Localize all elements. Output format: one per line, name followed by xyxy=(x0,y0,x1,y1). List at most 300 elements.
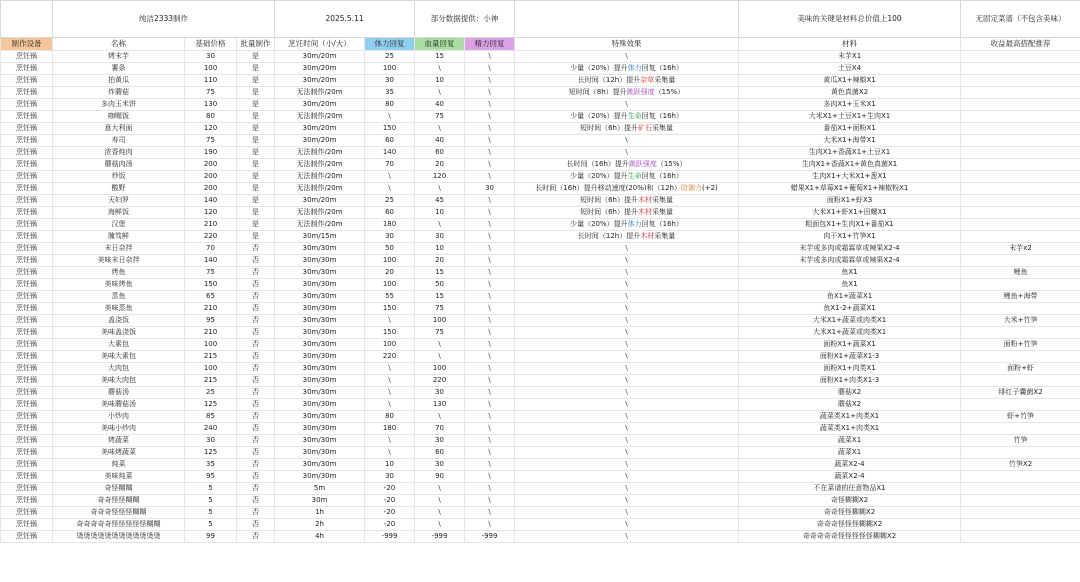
cell-base-price[interactable]: 5 xyxy=(185,507,237,519)
cell-effect[interactable] xyxy=(515,315,739,327)
cell-recommend[interactable] xyxy=(961,183,1080,195)
cell-base-price[interactable]: 150 xyxy=(185,279,237,291)
cell-stamina[interactable]: -20 xyxy=(365,507,415,519)
cell-base-price[interactable]: 95 xyxy=(185,471,237,483)
cell-device[interactable]: 烹饪锅 xyxy=(1,375,53,387)
cell-cook-time[interactable]: 30m/30m xyxy=(275,411,365,423)
cell-dish-name[interactable]: 烫烫烫烫烫烫烫烫烫烫烫烫 xyxy=(53,531,185,543)
cell-stamina[interactable]: 20 xyxy=(365,267,415,279)
cell-cook-time[interactable]: 30m/20m xyxy=(275,135,365,147)
cell-stamina[interactable]: \ xyxy=(365,363,415,375)
cell-dish-name[interactable]: 烤蔬菜 xyxy=(53,435,185,447)
cell-batch[interactable]: 否 xyxy=(237,363,275,375)
cell-energy[interactable]: \ xyxy=(465,87,515,99)
cell-device[interactable]: 烹饪锅 xyxy=(1,495,53,507)
cell-hp[interactable]: 30 xyxy=(415,459,465,471)
cell-dish-name[interactable]: 美味烤蔬菜 xyxy=(53,447,185,459)
cell-base-price[interactable]: 140 xyxy=(185,195,237,207)
cell-recommend[interactable]: 绯红子囊菌X2 xyxy=(961,387,1080,399)
header-recommend[interactable]: 收益最高搭配推荐 xyxy=(961,38,1080,51)
cell-material[interactable]: 蔬菜X1 xyxy=(739,435,961,447)
cell-material[interactable]: 蘑菇X2 xyxy=(739,387,961,399)
cell-base-price[interactable]: 35 xyxy=(185,459,237,471)
cell-device[interactable]: 烹饪锅 xyxy=(1,63,53,75)
cell-base-price[interactable]: 120 xyxy=(185,123,237,135)
cell-batch[interactable]: 否 xyxy=(237,303,275,315)
cell-dish-name[interactable]: 美味烤鱼 xyxy=(53,279,185,291)
cell-stamina[interactable]: 100 xyxy=(365,255,415,267)
cell-cook-time[interactable]: 30m/30m xyxy=(275,447,365,459)
cell-recommend[interactable] xyxy=(961,207,1080,219)
cell-effect[interactable] xyxy=(515,291,739,303)
cell-base-price[interactable]: 190 xyxy=(185,147,237,159)
cell-dish-name[interactable]: 美味蒸鱼 xyxy=(53,303,185,315)
cell-recommend[interactable] xyxy=(961,351,1080,363)
cell-dish-name[interactable]: 腌笃鲜 xyxy=(53,231,185,243)
cell-stamina[interactable]: 30 xyxy=(365,75,415,87)
cell-cook-time[interactable]: 5m xyxy=(275,483,365,495)
cell-dish-name[interactable]: 烤末芋 xyxy=(53,51,185,63)
cell-stamina[interactable]: \ xyxy=(365,399,415,411)
cell-hp[interactable]: 70 xyxy=(415,423,465,435)
cell-material[interactable]: 蘑菇X2 xyxy=(739,399,961,411)
cell-base-price[interactable]: 210 xyxy=(185,327,237,339)
cell-energy[interactable]: 30 xyxy=(465,183,515,195)
cell-recommend[interactable] xyxy=(961,159,1080,171)
cell-material[interactable]: 面粉X1+肉类X1 xyxy=(739,363,961,375)
cell-material[interactable]: 鱼X1 xyxy=(739,267,961,279)
cell-energy[interactable]: \ xyxy=(465,471,515,483)
cell-hp[interactable]: \ xyxy=(415,339,465,351)
cell-stamina[interactable]: -20 xyxy=(365,483,415,495)
cell-hp[interactable]: \ xyxy=(415,63,465,75)
cell-material[interactable]: 黄色真菌X2 xyxy=(739,87,961,99)
cell-device[interactable]: 烹饪锅 xyxy=(1,411,53,423)
cell-hp[interactable]: 10 xyxy=(415,243,465,255)
cell-recommend[interactable] xyxy=(961,495,1080,507)
cell-base-price[interactable]: 100 xyxy=(185,363,237,375)
cell-hp[interactable]: 30 xyxy=(415,435,465,447)
cell-batch[interactable]: 否 xyxy=(237,375,275,387)
cell-recommend[interactable]: 竹笋X2 xyxy=(961,459,1080,471)
cell-effect[interactable] xyxy=(515,411,739,423)
cell-stamina[interactable]: 10 xyxy=(365,459,415,471)
cell-cook-time[interactable]: 30m/30m xyxy=(275,315,365,327)
cell-energy[interactable]: \ xyxy=(465,111,515,123)
header-device[interactable]: 制作设备 xyxy=(1,38,53,51)
cell-dish-name[interactable]: 汉堡 xyxy=(53,219,185,231)
cell-base-price[interactable]: 75 xyxy=(185,87,237,99)
cell-cook-time[interactable]: 30m/20m xyxy=(275,51,365,63)
cell-cook-time[interactable]: 30m/15m xyxy=(275,231,365,243)
cell-device[interactable]: 烹饪锅 xyxy=(1,219,53,231)
cell-batch[interactable]: 是 xyxy=(237,219,275,231)
header-effect[interactable]: 特殊效果 xyxy=(515,38,739,51)
cell-device[interactable]: 烹饪锅 xyxy=(1,327,53,339)
cell-base-price[interactable]: 95 xyxy=(185,315,237,327)
cell-stamina[interactable]: \ xyxy=(365,387,415,399)
cell-hp[interactable]: 60 xyxy=(415,447,465,459)
cell-device[interactable]: 烹饪锅 xyxy=(1,303,53,315)
cell-recommend[interactable]: 鲤鱼 xyxy=(961,267,1080,279)
cell-hp[interactable]: \ xyxy=(415,411,465,423)
cell-cook-time[interactable]: 2h xyxy=(275,519,365,531)
header-price[interactable]: 基础价格 xyxy=(185,38,237,51)
cell-device[interactable]: 烹饪锅 xyxy=(1,159,53,171)
cell-device[interactable]: 烹饪锅 xyxy=(1,471,53,483)
cell-energy[interactable]: \ xyxy=(465,75,515,87)
cell-base-price[interactable]: 215 xyxy=(185,351,237,363)
cell-stamina[interactable]: \ xyxy=(365,111,415,123)
cell-dish-name[interactable]: 盖浇饭 xyxy=(53,315,185,327)
cell-dish-name[interactable]: 炒饭 xyxy=(53,171,185,183)
cell-device[interactable]: 烹饪锅 xyxy=(1,435,53,447)
cell-device[interactable]: 烹饪锅 xyxy=(1,51,53,63)
cell-recommend[interactable] xyxy=(961,327,1080,339)
cell-material[interactable]: 蔬菜X2-4 xyxy=(739,459,961,471)
cell-material[interactable]: 粗面包X1+生肉X1+番茄X1 xyxy=(739,219,961,231)
cell-material[interactable]: 不在菜谱的任意物品X1 xyxy=(739,483,961,495)
cell-effect[interactable] xyxy=(515,435,739,447)
cell-cook-time[interactable]: 30m/30m xyxy=(275,339,365,351)
cell-batch[interactable]: 否 xyxy=(237,339,275,351)
cell-cook-time[interactable]: 无法制作/20m xyxy=(275,183,365,195)
cell-dish-name[interactable]: 末日杂拌 xyxy=(53,243,185,255)
cell-effect[interactable] xyxy=(515,135,739,147)
cell-effect[interactable] xyxy=(515,363,739,375)
cell-hp[interactable]: \ xyxy=(415,123,465,135)
cell-hp[interactable]: 120 xyxy=(415,171,465,183)
cell-hp[interactable]: 90 xyxy=(415,471,465,483)
cell-batch[interactable]: 否 xyxy=(237,411,275,423)
cell-recommend[interactable] xyxy=(961,423,1080,435)
cell-stamina[interactable]: -999 xyxy=(365,531,415,543)
cell-recommend[interactable] xyxy=(961,471,1080,483)
cell-device[interactable]: 烹饪锅 xyxy=(1,123,53,135)
cell-material[interactable]: 蔬菜类X1+肉类X1 xyxy=(739,411,961,423)
header-hp[interactable]: 血量回复 xyxy=(415,38,465,51)
cell-device[interactable]: 烹饪锅 xyxy=(1,315,53,327)
cell-stamina[interactable]: \ xyxy=(365,171,415,183)
cell-batch[interactable]: 否 xyxy=(237,387,275,399)
cell-device[interactable]: 烹饪锅 xyxy=(1,195,53,207)
cell-dish-name[interactable]: 多肉玉米饼 xyxy=(53,99,185,111)
cell-device[interactable]: 烹饪锅 xyxy=(1,87,53,99)
cell-cook-time[interactable]: 30m/30m xyxy=(275,459,365,471)
cell-device[interactable]: 烹饪锅 xyxy=(1,75,53,87)
cell-energy[interactable]: \ xyxy=(465,423,515,435)
cell-base-price[interactable]: 215 xyxy=(185,375,237,387)
cell-effect[interactable] xyxy=(515,339,739,351)
title-blank-cell[interactable] xyxy=(1,1,53,38)
cell-base-price[interactable]: 80 xyxy=(185,111,237,123)
cell-base-price[interactable]: 30 xyxy=(185,435,237,447)
cell-device[interactable]: 烹饪锅 xyxy=(1,483,53,495)
cell-cook-time[interactable]: 30m xyxy=(275,495,365,507)
cell-energy[interactable]: \ xyxy=(465,123,515,135)
cell-recommend[interactable] xyxy=(961,531,1080,543)
cell-hp[interactable]: 15 xyxy=(415,291,465,303)
cell-effect[interactable] xyxy=(515,207,739,219)
cell-dish-name[interactable]: 蒸鱼 xyxy=(53,291,185,303)
cell-stamina[interactable]: 80 xyxy=(365,411,415,423)
cell-device[interactable]: 烹饪锅 xyxy=(1,531,53,543)
cell-cook-time[interactable]: 无法制作/20m xyxy=(275,159,365,171)
cell-device[interactable]: 烹饪锅 xyxy=(1,399,53,411)
cell-stamina[interactable]: 150 xyxy=(365,123,415,135)
cell-effect[interactable] xyxy=(515,63,739,75)
cell-stamina[interactable]: 140 xyxy=(365,147,415,159)
cell-energy[interactable]: \ xyxy=(465,255,515,267)
cell-base-price[interactable]: 200 xyxy=(185,159,237,171)
cell-material[interactable]: 蔬菜X2-4 xyxy=(739,471,961,483)
cell-base-price[interactable]: 85 xyxy=(185,411,237,423)
cell-material[interactable]: 肉干X1+竹笋X1 xyxy=(739,231,961,243)
cell-effect[interactable] xyxy=(515,351,739,363)
cell-material[interactable]: 鱼X1-2+蔬菜X1 xyxy=(739,303,961,315)
cell-hp[interactable]: 30 xyxy=(415,387,465,399)
cell-batch[interactable]: 否 xyxy=(237,459,275,471)
cell-dish-name[interactable]: 天妇罗 xyxy=(53,195,185,207)
cell-batch[interactable]: 是 xyxy=(237,123,275,135)
cell-hp[interactable]: 40 xyxy=(415,135,465,147)
cell-stamina[interactable]: \ xyxy=(365,435,415,447)
cell-device[interactable]: 烹饪锅 xyxy=(1,447,53,459)
cell-cook-time[interactable]: 30m/30m xyxy=(275,351,365,363)
cell-effect[interactable] xyxy=(515,303,739,315)
cell-effect[interactable] xyxy=(515,423,739,435)
header-name[interactable]: 名称 xyxy=(53,38,185,51)
cell-material[interactable]: 大米X1+蔬菜或肉类X1 xyxy=(739,315,961,327)
cell-batch[interactable]: 否 xyxy=(237,495,275,507)
cell-effect[interactable] xyxy=(515,399,739,411)
cell-dish-name[interactable]: 炸蘑菇 xyxy=(53,87,185,99)
cell-stamina[interactable]: 180 xyxy=(365,219,415,231)
cell-energy[interactable]: \ xyxy=(465,363,515,375)
cell-energy[interactable]: \ xyxy=(465,147,515,159)
cell-cook-time[interactable]: 无法制作/20m xyxy=(275,207,365,219)
cell-dish-name[interactable]: 美味蘑菇汤 xyxy=(53,399,185,411)
cell-device[interactable]: 烹饪锅 xyxy=(1,279,53,291)
cell-material[interactable]: 大米X1+海带X1 xyxy=(739,135,961,147)
cell-energy[interactable]: \ xyxy=(465,519,515,531)
cell-hp[interactable]: \ xyxy=(415,219,465,231)
cell-cook-time[interactable]: 30m/20m xyxy=(275,99,365,111)
header-material[interactable]: 材料 xyxy=(739,38,961,51)
cell-energy[interactable]: -999 xyxy=(465,531,515,543)
cell-hp[interactable]: 75 xyxy=(415,303,465,315)
cell-device[interactable]: 烹饪锅 xyxy=(1,423,53,435)
cell-material[interactable]: 大米X1+蔬菜或肉类X1 xyxy=(739,327,961,339)
cell-effect[interactable] xyxy=(515,495,739,507)
cell-effect[interactable] xyxy=(515,255,739,267)
cell-base-price[interactable]: 75 xyxy=(185,267,237,279)
cell-batch[interactable]: 否 xyxy=(237,279,275,291)
cell-hp[interactable]: 15 xyxy=(415,51,465,63)
cell-material[interactable]: 面粉X1+肉类X1-3 xyxy=(739,375,961,387)
cell-dish-name[interactable]: 酸野 xyxy=(53,183,185,195)
cell-hp[interactable]: \ xyxy=(415,351,465,363)
cell-batch[interactable]: 否 xyxy=(237,315,275,327)
cell-base-price[interactable]: 65 xyxy=(185,291,237,303)
cell-energy[interactable]: \ xyxy=(465,291,515,303)
cell-base-price[interactable]: 140 xyxy=(185,255,237,267)
cell-base-price[interactable]: 125 xyxy=(185,399,237,411)
cell-recommend[interactable] xyxy=(961,195,1080,207)
cell-base-price[interactable]: 130 xyxy=(185,99,237,111)
cell-hp[interactable]: \ xyxy=(415,183,465,195)
cell-device[interactable]: 烹饪锅 xyxy=(1,363,53,375)
cell-cook-time[interactable]: 无法制作/20m xyxy=(275,219,365,231)
cell-effect[interactable] xyxy=(515,387,739,399)
cell-energy[interactable]: \ xyxy=(465,279,515,291)
cell-effect[interactable] xyxy=(515,459,739,471)
cell-cook-time[interactable]: 30m/30m xyxy=(275,363,365,375)
cell-batch[interactable]: 否 xyxy=(237,255,275,267)
cell-batch[interactable]: 否 xyxy=(237,531,275,543)
cell-hp[interactable]: \ xyxy=(415,87,465,99)
cell-cook-time[interactable]: 无法制作/20m xyxy=(275,111,365,123)
cell-cook-time[interactable]: 30m/30m xyxy=(275,387,365,399)
header-batch[interactable]: 批量制作 xyxy=(237,38,275,51)
cell-base-price[interactable]: 110 xyxy=(185,75,237,87)
cell-dish-name[interactable]: 薯条 xyxy=(53,63,185,75)
cell-base-price[interactable]: 30 xyxy=(185,51,237,63)
cell-recommend[interactable] xyxy=(961,231,1080,243)
cell-cook-time[interactable]: 4h xyxy=(275,531,365,543)
cell-stamina[interactable]: 50 xyxy=(365,243,415,255)
cell-stamina[interactable]: \ xyxy=(365,447,415,459)
cell-batch[interactable]: 是 xyxy=(237,51,275,63)
cell-material[interactable]: 面粉X1+蔬菜X1-3 xyxy=(739,351,961,363)
cell-batch[interactable]: 是 xyxy=(237,195,275,207)
cell-material[interactable]: 生肉X1+香蔬X1+黄色真菌X1 xyxy=(739,159,961,171)
cell-dish-name[interactable]: 大肉包 xyxy=(53,363,185,375)
cell-stamina[interactable]: -20 xyxy=(365,519,415,531)
cell-material[interactable]: 蔬菜X1 xyxy=(739,447,961,459)
cell-effect[interactable] xyxy=(515,75,739,87)
cell-batch[interactable]: 是 xyxy=(237,63,275,75)
cell-batch[interactable]: 是 xyxy=(237,171,275,183)
cell-stamina[interactable]: 100 xyxy=(365,339,415,351)
cell-base-price[interactable]: 75 xyxy=(185,135,237,147)
cell-energy[interactable]: \ xyxy=(465,219,515,231)
cell-stamina[interactable]: 70 xyxy=(365,159,415,171)
cell-stamina[interactable]: 35 xyxy=(365,87,415,99)
cell-cook-time[interactable]: 30m/30m xyxy=(275,435,365,447)
cell-dish-name[interactable]: 烤鱼 xyxy=(53,267,185,279)
cell-recommend[interactable] xyxy=(961,507,1080,519)
cell-batch[interactable]: 是 xyxy=(237,231,275,243)
cell-device[interactable]: 烹饪锅 xyxy=(1,147,53,159)
cell-stamina[interactable]: 30 xyxy=(365,471,415,483)
cell-material[interactable]: 大米X1+虾X1+田螺X1 xyxy=(739,207,961,219)
cell-cook-time[interactable]: 无法制作/20m xyxy=(275,87,365,99)
cell-dish-name[interactable]: 美味盖浇饭 xyxy=(53,327,185,339)
cell-material[interactable]: 鱼X1+蔬菜X1 xyxy=(739,291,961,303)
cell-dish-name[interactable]: 美味大素包 xyxy=(53,351,185,363)
cell-batch[interactable]: 否 xyxy=(237,423,275,435)
cell-device[interactable]: 烹饪锅 xyxy=(1,387,53,399)
cell-device[interactable]: 烹饪锅 xyxy=(1,183,53,195)
cell-material[interactable]: 奇怪糊糊X2 xyxy=(739,495,961,507)
cell-stamina[interactable]: 80 xyxy=(365,99,415,111)
header-cook-time[interactable]: 烹饪时间（小/大） xyxy=(275,38,365,51)
cell-batch[interactable]: 否 xyxy=(237,519,275,531)
cell-batch[interactable]: 否 xyxy=(237,447,275,459)
cell-recommend[interactable] xyxy=(961,447,1080,459)
cell-effect[interactable] xyxy=(515,87,739,99)
cell-effect[interactable] xyxy=(515,267,739,279)
cell-dish-name[interactable]: 大素包 xyxy=(53,339,185,351)
cell-hp[interactable]: 20 xyxy=(415,159,465,171)
cell-stamina[interactable]: 180 xyxy=(365,423,415,435)
cell-effect[interactable] xyxy=(515,279,739,291)
cell-cook-time[interactable]: 30m/30m xyxy=(275,471,365,483)
cell-batch[interactable]: 否 xyxy=(237,327,275,339)
cell-base-price[interactable]: 240 xyxy=(185,423,237,435)
cell-material[interactable]: 生肉X1+大米X1+葱X1 xyxy=(739,171,961,183)
cell-base-price[interactable]: 5 xyxy=(185,495,237,507)
cell-energy[interactable]: \ xyxy=(465,303,515,315)
cell-effect[interactable] xyxy=(515,111,739,123)
cell-device[interactable]: 烹饪锅 xyxy=(1,255,53,267)
cell-hp[interactable]: 75 xyxy=(415,111,465,123)
cell-hp[interactable]: \ xyxy=(415,483,465,495)
cell-material[interactable]: 生肉X1+香蔬X1+土豆X1 xyxy=(739,147,961,159)
cell-device[interactable]: 烹饪锅 xyxy=(1,135,53,147)
cell-hp[interactable]: -999 xyxy=(415,531,465,543)
cell-effect[interactable] xyxy=(515,519,739,531)
cell-stamina[interactable]: 25 xyxy=(365,195,415,207)
cell-energy[interactable]: \ xyxy=(465,447,515,459)
cell-recommend[interactable] xyxy=(961,219,1080,231)
cell-batch[interactable]: 否 xyxy=(237,267,275,279)
cell-dish-name[interactable]: 海鲜饭 xyxy=(53,207,185,219)
cell-material[interactable]: 末芋或多肉或霜霖草或辣果X2-4 xyxy=(739,243,961,255)
cell-hp[interactable]: 10 xyxy=(415,207,465,219)
material-value-note[interactable]: 美味的关键是材料总价值上100 xyxy=(739,1,961,38)
cell-batch[interactable]: 是 xyxy=(237,183,275,195)
cell-energy[interactable]: \ xyxy=(465,339,515,351)
cell-batch[interactable]: 否 xyxy=(237,435,275,447)
cell-base-price[interactable]: 120 xyxy=(185,207,237,219)
cell-cook-time[interactable]: 30m/20m xyxy=(275,123,365,135)
cell-dish-name[interactable]: 咖喱饭 xyxy=(53,111,185,123)
cell-batch[interactable]: 是 xyxy=(237,135,275,147)
cell-base-price[interactable]: 220 xyxy=(185,231,237,243)
cell-material[interactable]: 末芋或多肉或霜霖草或辣果X2-4 xyxy=(739,255,961,267)
cell-effect[interactable] xyxy=(515,219,739,231)
cell-recommend[interactable] xyxy=(961,87,1080,99)
cell-base-price[interactable]: 200 xyxy=(185,183,237,195)
cell-recommend[interactable]: 鲤鱼+海带 xyxy=(961,291,1080,303)
cell-device[interactable]: 烹饪锅 xyxy=(1,291,53,303)
cell-cook-time[interactable]: 30m/30m xyxy=(275,255,365,267)
cell-batch[interactable]: 否 xyxy=(237,399,275,411)
cell-material[interactable]: 鱼X1 xyxy=(739,279,961,291)
cell-energy[interactable]: \ xyxy=(465,375,515,387)
cell-recommend[interactable] xyxy=(961,75,1080,87)
cell-cook-time[interactable]: 30m/30m xyxy=(275,303,365,315)
cell-effect[interactable] xyxy=(515,483,739,495)
cell-recommend[interactable]: 竹笋 xyxy=(961,435,1080,447)
cell-base-price[interactable]: 5 xyxy=(185,483,237,495)
cell-recommend[interactable] xyxy=(961,171,1080,183)
cell-dish-name[interactable]: 美味小炒肉 xyxy=(53,423,185,435)
cell-effect[interactable] xyxy=(515,51,739,63)
cell-recommend[interactable] xyxy=(961,111,1080,123)
